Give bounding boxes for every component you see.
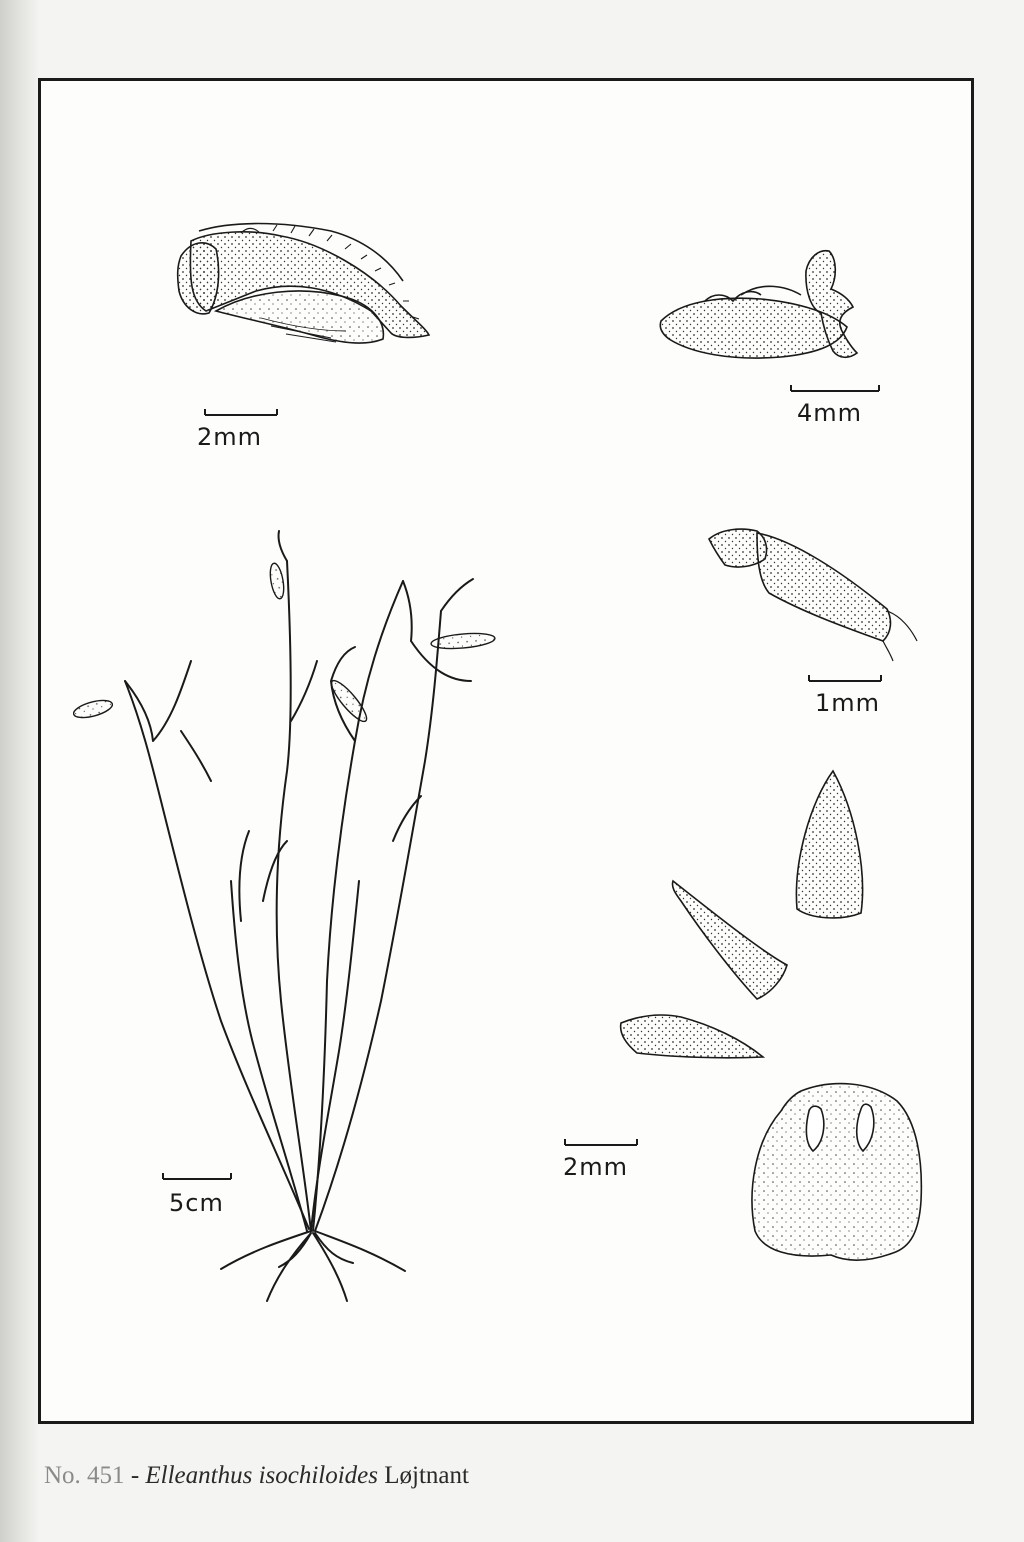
flower-side-view	[178, 224, 429, 343]
scale-bar-flower-side	[205, 409, 277, 415]
scale-label-plant: 5cm	[169, 1189, 224, 1217]
scale-label-petals: 2mm	[563, 1153, 629, 1181]
scale-bar-column	[809, 675, 881, 681]
page-gutter-shadow	[0, 0, 40, 1542]
figure-caption	[44, 1462, 469, 1490]
botanical-drawing	[41, 81, 971, 1421]
species-name: Elleanthus isochiloides	[145, 1462, 379, 1489]
species-author: Løjtnant	[378, 1462, 469, 1489]
column-detail	[709, 529, 917, 661]
whole-plant-habit	[72, 531, 496, 1301]
illustration-plate	[38, 78, 974, 1424]
scale-bars	[163, 385, 881, 1179]
column-lip-view	[660, 251, 857, 358]
caption-separator: -	[124, 1462, 146, 1489]
scale-label-flower-side: 2mm	[197, 423, 263, 451]
scale-bar-column-lip	[791, 385, 879, 391]
scale-bar-petals	[565, 1139, 637, 1145]
scale-label-column-lip: 4mm	[797, 399, 863, 427]
scale-label-column: 1mm	[815, 689, 881, 717]
plate-number: No. 451	[44, 1462, 125, 1489]
sepals-and-petals	[621, 771, 922, 1260]
scale-bar-plant	[163, 1173, 231, 1179]
